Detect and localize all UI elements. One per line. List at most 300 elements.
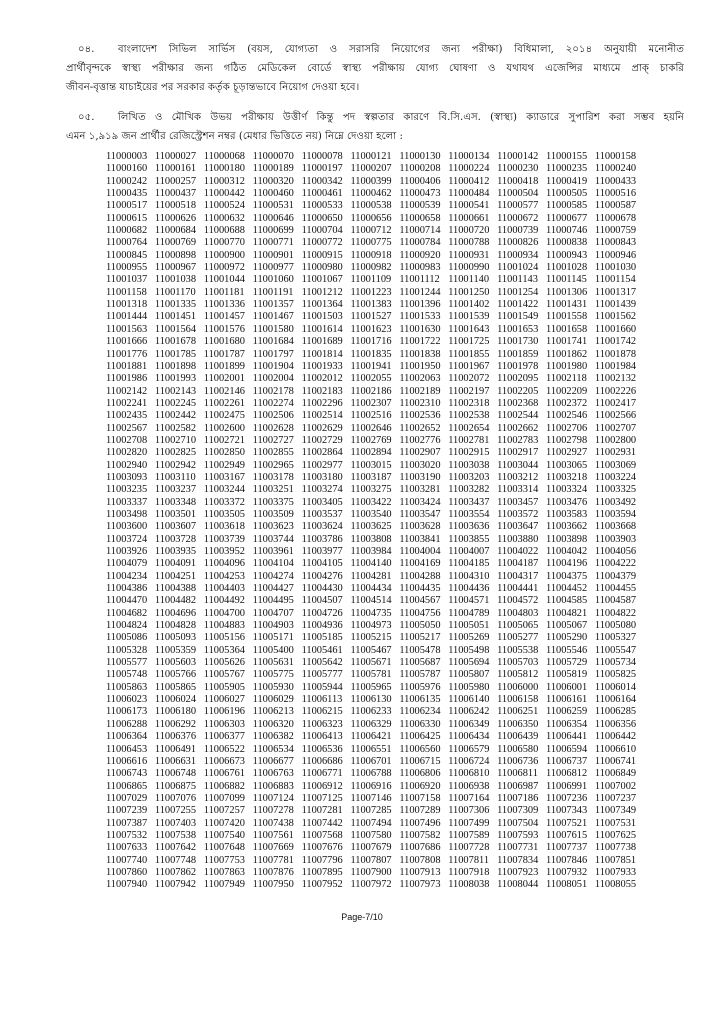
registration-number: 11001223 — [350, 286, 392, 298]
registration-number: 11006364 — [106, 731, 148, 743]
registration-number: 11006442 — [594, 731, 637, 743]
registration-number: 11007158 — [399, 792, 441, 804]
registration-number: 11001623 — [350, 323, 392, 335]
registration-number: 11003405 — [301, 496, 343, 508]
registration-number: 11006677 — [252, 755, 294, 767]
registration-number: 11002536 — [399, 410, 441, 422]
registration-number: 11002538 — [448, 410, 490, 422]
registration-number: 11007076 — [154, 792, 197, 804]
registration-number: 11005327 — [594, 632, 637, 644]
registration-number: 11007164 — [448, 792, 490, 804]
registration-number: 11006916 — [350, 780, 392, 792]
table-row — [106, 299, 644, 311]
registration-number: 11005328 — [106, 644, 148, 656]
registration-number: 11003623 — [252, 521, 294, 533]
table-row — [106, 225, 644, 237]
registration-number: 11003237 — [154, 484, 197, 496]
registration-number: 11007686 — [399, 842, 441, 854]
registration-number: 11006349 — [448, 718, 490, 730]
registration-number: 11001024 — [497, 262, 539, 274]
registration-number: 11004379 — [594, 570, 637, 582]
table-row — [106, 447, 644, 459]
table-row — [106, 509, 644, 521]
registration-number: 11000977 — [252, 262, 294, 274]
registration-number: 11003624 — [301, 521, 343, 533]
registration-number: 11007255 — [154, 805, 197, 817]
registration-number: 11007642 — [154, 842, 197, 854]
registration-number: 11003926 — [106, 546, 148, 557]
registration-number: 11006771 — [301, 768, 343, 780]
registration-number: 11006259 — [546, 706, 588, 718]
registration-number: 11001060 — [252, 274, 294, 286]
registration-number: 11004274 — [252, 570, 294, 582]
registration-number: 11000160 — [106, 163, 148, 175]
registration-number: 11003739 — [203, 533, 245, 545]
registration-number: 11001357 — [252, 299, 294, 311]
registration-number: 11001653 — [497, 323, 539, 335]
registration-number: 11000538 — [350, 200, 392, 212]
registration-number: 11004682 — [106, 607, 148, 619]
registration-number: 11007811 — [448, 854, 490, 866]
registration-number: 11000632 — [203, 212, 245, 224]
registration-number: 11002004 — [252, 373, 294, 385]
registration-number: 11000826 — [497, 237, 539, 249]
registration-number: 11000224 — [448, 163, 490, 175]
registration-number: 11007589 — [448, 829, 490, 841]
registration-number: 11001941 — [350, 360, 392, 372]
registration-number: 11007808 — [399, 854, 441, 866]
registration-number: 11004196 — [546, 558, 588, 570]
registration-number: 11002706 — [546, 422, 588, 434]
registration-number: 11001112 — [399, 274, 440, 286]
registration-number: 11001660 — [594, 323, 637, 335]
registration-number: 11002798 — [546, 434, 588, 446]
table-row — [106, 657, 644, 669]
registration-number: 11006987 — [497, 780, 539, 792]
registration-number: 11000982 — [350, 262, 392, 274]
registration-number: 11001563 — [106, 323, 148, 335]
registration-number: 11001067 — [301, 274, 343, 286]
registration-number: 11005050 — [399, 620, 441, 632]
registration-number: 11003540 — [350, 508, 392, 520]
registration-number: 11000980 — [301, 262, 343, 274]
registration-number: 11001950 — [399, 360, 441, 372]
registration-number: 11006882 — [203, 780, 245, 792]
registration-number: 11007582 — [399, 829, 441, 841]
table-row — [106, 534, 644, 546]
registration-number: 11005748 — [106, 669, 148, 681]
registration-number: 11006130 — [350, 694, 392, 706]
registration-number: 11002907 — [399, 447, 441, 459]
registration-number: 11004492 — [203, 595, 245, 607]
registration-number: 11001250 — [448, 286, 490, 298]
registration-number: 11001564 — [154, 323, 197, 335]
registration-number: 11006865 — [106, 780, 148, 792]
registration-number: 11000531 — [252, 200, 294, 212]
registration-number: 11005819 — [546, 669, 588, 681]
table-row — [106, 879, 644, 891]
registration-number: 11003977 — [301, 546, 343, 557]
registration-number: 11004004 — [399, 546, 441, 557]
registration-number: 11007420 — [203, 817, 245, 829]
registration-number: 11003372 — [203, 496, 245, 508]
registration-number: 11006748 — [154, 768, 197, 780]
registration-number: 11006377 — [203, 731, 245, 743]
registration-number: 11001838 — [399, 348, 441, 360]
table-row — [106, 151, 644, 163]
registration-number: 11005626 — [203, 657, 245, 669]
registration-number: 11004427 — [252, 583, 294, 595]
registration-number: 11002850 — [203, 447, 245, 459]
registration-number: 11006724 — [448, 755, 490, 767]
registration-number: 11002183 — [301, 385, 343, 397]
registration-number: 11006686 — [301, 755, 343, 767]
registration-number: 11006849 — [594, 768, 637, 780]
registration-number: 11002855 — [252, 447, 294, 459]
registration-number: 11000898 — [154, 249, 197, 261]
registration-number: 11003505 — [203, 508, 245, 520]
registration-number: 11001212 — [301, 286, 343, 298]
table-row — [106, 521, 644, 533]
registration-number: 11001898 — [154, 360, 197, 372]
registration-number: 11003218 — [546, 471, 588, 483]
registration-number: 11000739 — [497, 225, 539, 237]
table-row — [106, 274, 644, 286]
registration-number: 11004007 — [448, 546, 490, 557]
registration-number: 11004386 — [106, 583, 148, 595]
registration-number: 11000788 — [448, 237, 490, 249]
registration-number: 11007973 — [399, 879, 441, 891]
registration-number: 11004042 — [546, 546, 588, 557]
registration-number: 11001899 — [203, 360, 245, 372]
table-row — [106, 200, 644, 212]
registration-number: 11002368 — [497, 397, 539, 409]
registration-number: 11006441 — [546, 731, 588, 743]
registration-number: 11003786 — [301, 533, 343, 545]
registration-number: 11000983 — [399, 262, 441, 274]
registration-number: 11006234 — [399, 706, 441, 718]
registration-number: 11007900 — [350, 866, 392, 878]
registration-number: 11003728 — [154, 533, 197, 545]
registration-number: 11000070 — [252, 151, 294, 162]
registration-number: 11004700 — [203, 607, 245, 619]
registration-number: 11000158 — [594, 151, 637, 162]
registration-number: 11000943 — [546, 249, 588, 261]
registration-number: 11005980 — [448, 681, 490, 693]
registration-number: 11000399 — [350, 175, 392, 187]
registration-number: 11006233 — [350, 706, 392, 718]
registration-number: 11003065 — [546, 459, 588, 471]
registration-number: 11007540 — [203, 829, 245, 841]
registration-number: 11005051 — [448, 620, 490, 632]
registration-number: 11006811 — [497, 768, 538, 780]
registration-number: 11002582 — [154, 422, 197, 434]
registration-number: 11006320 — [252, 718, 294, 730]
registration-number: 11003069 — [594, 459, 637, 471]
registration-number: 11004514 — [350, 595, 392, 607]
registration-number: 11006354 — [546, 718, 588, 730]
registration-number: 11008051 — [546, 879, 588, 891]
registration-number: 11000967 — [154, 262, 197, 274]
registration-number: 11006421 — [350, 731, 392, 743]
registration-number: 11008038 — [448, 879, 490, 891]
registration-number: 11000180 — [203, 163, 245, 175]
registration-number: 11004572 — [497, 595, 539, 607]
registration-number: 11002629 — [301, 422, 343, 434]
registration-number: 11005171 — [252, 632, 294, 644]
registration-number: 11001797 — [252, 348, 294, 360]
registration-number: 11005277 — [497, 632, 539, 644]
registration-number: 11002721 — [203, 434, 245, 446]
registration-number: 11006743 — [106, 768, 148, 780]
registration-number: 11001145 — [546, 274, 587, 286]
registration-number: 11000672 — [497, 212, 539, 224]
table-row — [106, 842, 644, 854]
registration-number: 11005825 — [594, 669, 637, 681]
registration-number: 11005781 — [350, 669, 392, 681]
table-row — [106, 484, 644, 496]
registration-number: 11000769 — [154, 237, 197, 249]
registration-number: 11002546 — [546, 410, 588, 422]
table-row — [106, 595, 644, 607]
registration-number: 11002708 — [106, 434, 148, 446]
table-row — [106, 460, 644, 472]
registration-number: 11003375 — [252, 496, 294, 508]
registration-number: 11000577 — [497, 200, 539, 212]
registration-number: 11002544 — [497, 410, 539, 422]
registration-number: 11000155 — [546, 151, 588, 162]
registration-number: 11001658 — [546, 323, 588, 335]
registration-number: 11006938 — [448, 780, 490, 792]
registration-number: 11002566 — [594, 410, 637, 422]
registration-number: 11005269 — [448, 632, 490, 644]
registration-number: 11007738 — [594, 842, 637, 854]
registration-number: 11007676 — [301, 842, 343, 854]
registration-number: 11003044 — [497, 459, 539, 471]
registration-number: 11000208 — [399, 163, 441, 175]
registration-number: 11001785 — [154, 348, 197, 360]
registration-number: 11000714 — [399, 225, 441, 237]
registration-number: 11002628 — [252, 422, 294, 434]
registration-number: 11004822 — [594, 607, 637, 619]
registration-number: 11004388 — [154, 583, 197, 595]
registration-number: 11003628 — [399, 521, 441, 533]
registration-number: 11000990 — [448, 262, 490, 274]
registration-number: 11007029 — [106, 792, 148, 804]
registration-number: 11002205 — [497, 385, 539, 397]
registration-number: 11004091 — [154, 558, 197, 570]
table-row — [106, 558, 644, 570]
registration-number: 11002475 — [203, 410, 245, 422]
table-row — [106, 805, 644, 817]
registration-number: 11007863 — [203, 866, 245, 878]
registration-number: 11001140 — [448, 274, 490, 286]
registration-number: 11007568 — [301, 829, 343, 841]
registration-number: 11007731 — [497, 842, 539, 854]
registration-number: 11003422 — [350, 496, 392, 508]
registration-number: 11001539 — [448, 311, 490, 323]
registration-number: 11005467 — [350, 644, 392, 656]
registration-number: 11002769 — [350, 434, 392, 446]
registration-number: 11000130 — [399, 151, 441, 162]
registration-number: 11003935 — [154, 546, 197, 557]
registration-number: 11005787 — [399, 669, 441, 681]
registration-number: 11006673 — [203, 755, 245, 767]
registration-number: 11004187 — [497, 558, 539, 570]
registration-number: 11005703 — [497, 657, 539, 669]
registration-number: 11001576 — [203, 323, 245, 335]
registration-number: 11005734 — [594, 657, 637, 669]
registration-number: 11006883 — [252, 780, 294, 792]
registration-number: 11000342 — [301, 175, 343, 187]
registration-number: 11002143 — [154, 385, 197, 397]
registration-number: 11001742 — [594, 336, 637, 348]
registration-number: 11008044 — [497, 879, 539, 891]
registration-number: 11002372 — [546, 397, 588, 409]
registration-number: 11007442 — [301, 817, 343, 829]
registration-number: 11006356 — [594, 718, 637, 730]
registration-number: 11001986 — [106, 373, 148, 385]
registration-number: 11007923 — [497, 866, 539, 878]
registration-number: 11003808 — [350, 533, 392, 545]
registration-number: 11007309 — [497, 805, 539, 817]
registration-number: 11001678 — [154, 336, 197, 348]
table-row — [106, 250, 644, 262]
registration-number: 11003015 — [350, 459, 392, 471]
registration-number: 11006536 — [301, 743, 343, 755]
registration-number: 11000838 — [546, 237, 588, 249]
registration-number: 11007633 — [106, 842, 148, 854]
registration-number: 11006434 — [448, 731, 490, 743]
registration-number: 11000437 — [154, 188, 197, 200]
registration-number: 11004470 — [106, 595, 148, 607]
registration-number: 11007239 — [106, 805, 148, 817]
registration-number: 11000027 — [154, 151, 197, 162]
registration-number: 11005364 — [203, 644, 245, 656]
registration-number: 11005603 — [154, 657, 197, 669]
registration-number: 11006014 — [594, 681, 637, 693]
registration-number: 11003903 — [594, 533, 637, 545]
registration-number: 11007972 — [350, 879, 392, 891]
registration-number: 11002567 — [106, 422, 148, 434]
registration-number: 11004436 — [448, 583, 490, 595]
registration-number: 11001549 — [497, 311, 539, 323]
registration-number: 11001143 — [497, 274, 538, 286]
registration-number: 11001881 — [106, 360, 148, 372]
registration-number: 11001776 — [106, 348, 148, 360]
registration-number: 11005065 — [497, 620, 539, 632]
registration-number: 11000539 — [399, 200, 441, 212]
registration-number: 11005930 — [252, 681, 294, 693]
registration-number: 11005631 — [252, 657, 294, 669]
registration-number: 11003961 — [252, 546, 294, 557]
registration-number: 11006579 — [448, 743, 490, 755]
registration-number: 11001984 — [594, 360, 637, 372]
registration-number: 11004104 — [252, 558, 294, 570]
table-row — [106, 361, 644, 373]
registration-number: 11000900 — [203, 249, 245, 261]
registration-number: 11005694 — [448, 657, 490, 669]
table-row — [106, 632, 644, 644]
registration-number: 11004495 — [252, 595, 294, 607]
registration-number: 11001967 — [448, 360, 490, 372]
registration-number: 11004140 — [350, 558, 392, 570]
registration-number: 11000230 — [497, 163, 539, 175]
registration-number: 11005217 — [399, 632, 441, 644]
registration-number: 11002514 — [301, 410, 343, 422]
registration-number: 11003625 — [350, 521, 392, 533]
registration-number: 11001318 — [106, 299, 148, 311]
registration-number: 11000771 — [252, 237, 294, 249]
registration-number: 11007807 — [350, 854, 392, 866]
registration-number: 11002318 — [448, 397, 490, 409]
registration-number: 11007625 — [594, 829, 637, 841]
registration-number: 11006810 — [448, 768, 490, 780]
registration-number: 11002931 — [594, 447, 637, 459]
registration-number: 11003618 — [203, 521, 245, 533]
registration-number: 11002776 — [399, 434, 441, 446]
registration-number: 11001689 — [301, 336, 343, 348]
registration-number: 11000704 — [301, 225, 343, 237]
registration-number: 11004434 — [350, 583, 392, 595]
registration-number: 11000484 — [448, 188, 490, 200]
registration-number: 11001109 — [350, 274, 392, 286]
registration-number: 11004435 — [399, 583, 441, 595]
registration-number: 11001317 — [594, 286, 637, 298]
registration-number: 11002646 — [350, 422, 392, 434]
registration-number: 11004222 — [594, 558, 637, 570]
registration-number: 11007002 — [594, 780, 637, 792]
registration-number: 11001402 — [448, 299, 490, 311]
registration-number: 11001030 — [594, 262, 637, 274]
registration-number: 11003437 — [448, 496, 490, 508]
registration-number: 11005086 — [106, 632, 148, 644]
registration-number: 11004936 — [301, 620, 343, 632]
registration-number: 11003190 — [399, 471, 441, 483]
registration-number: 11006920 — [399, 780, 441, 792]
registration-number: 11004883 — [203, 620, 245, 632]
registration-number: 11000772 — [301, 237, 343, 249]
registration-number: 11002241 — [106, 397, 148, 409]
registration-number: 11003038 — [448, 459, 490, 471]
registration-number: 11006761 — [203, 768, 245, 780]
registration-number: 11000626 — [154, 212, 197, 224]
registration-number: 11007496 — [399, 817, 441, 829]
registration-number: 11002662 — [497, 422, 539, 434]
registration-number: 11002864 — [301, 447, 343, 459]
registration-number: 11006534 — [252, 743, 294, 755]
registration-number: 11005905 — [203, 681, 245, 693]
registration-number: 11003594 — [594, 508, 637, 520]
table-row — [106, 855, 644, 867]
registration-number: 11005642 — [301, 657, 343, 669]
registration-number: 11005687 — [399, 657, 441, 669]
registration-number: 11006453 — [106, 743, 148, 755]
registration-number: 11000587 — [594, 200, 637, 212]
registration-number: 11001878 — [594, 348, 637, 360]
registration-number: 11000433 — [594, 175, 637, 187]
registration-number: 11004567 — [399, 595, 441, 607]
registration-number: 11002310 — [399, 397, 441, 409]
table-row — [106, 311, 644, 323]
registration-number: 11007306 — [448, 805, 490, 817]
registration-number: 11002516 — [350, 410, 392, 422]
registration-number: 11001980 — [546, 360, 588, 372]
registration-number: 11002915 — [448, 447, 490, 459]
registration-number: 11002965 — [252, 459, 294, 471]
registration-number: 11007343 — [546, 805, 588, 817]
registration-number: 11001335 — [154, 299, 197, 311]
